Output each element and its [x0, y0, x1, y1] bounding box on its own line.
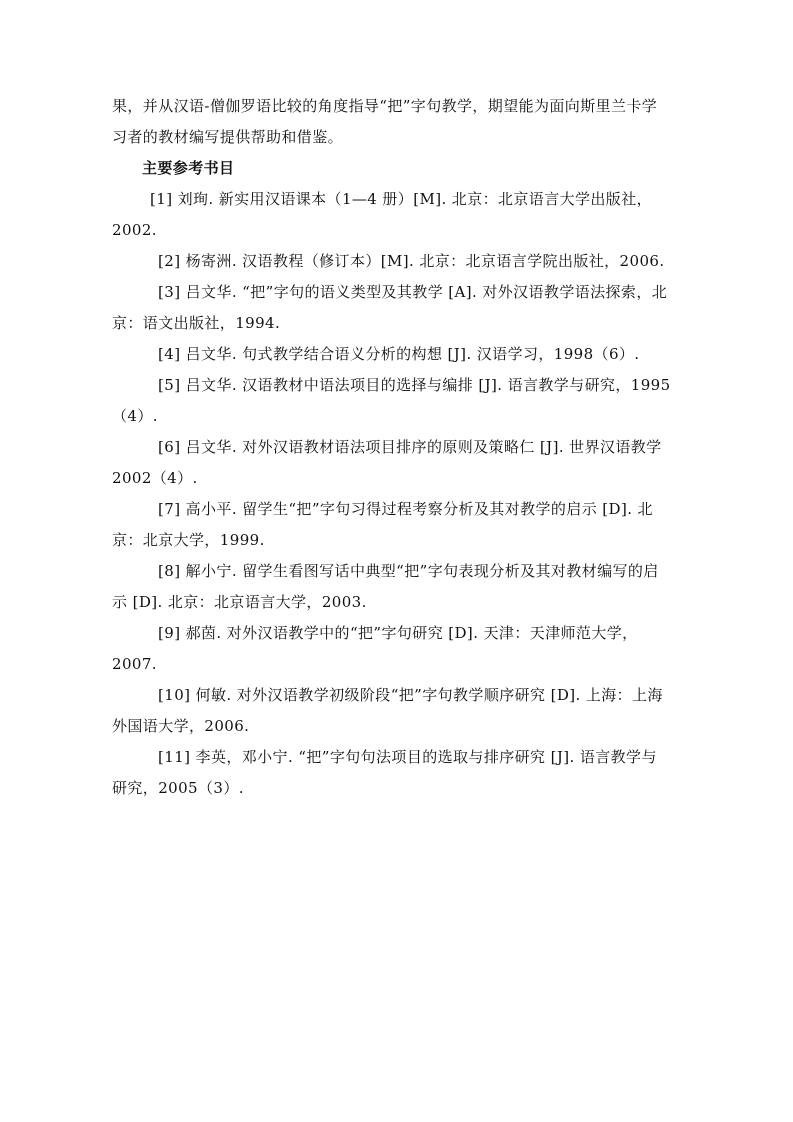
reference-item: [5] 吕文华. 汉语教材中语法项目的选择与编排 [J]. 语言教学与研究，1995（4）.: [112, 376, 671, 425]
reference-item: [9] 郝茵. 对外汉语教学中的“把”字句研究 [D]. 天津：天津师范大学，2007.: [112, 624, 638, 673]
reference-item: [8] 解小宁. 留学生看图写话中典型“把”字句表现分析及其对教材编写的启示 [D]. 北京：北京语言大学，2003.: [112, 562, 659, 611]
document-body: [112, 91, 672, 804]
reference-item: [10] 何敏. 对外汉语教学初级阶段“把”字句教学顺序研究 [D]. 上海：上海外国语大学，2006.: [112, 686, 663, 735]
reference-item: [11] 李英，邓小宁. “把”字句句法项目的选取与排序研究 [J]. 语言教学与研究，2005（3）.: [112, 748, 657, 797]
references-heading: 主要参考书目: [142, 159, 235, 177]
intro-paragraph: 果，并从汉语-僧伽罗语比较的角度指导“把”字句教学，期望能为面向斯里兰卡学习者的教材编写提供帮助和借鉴。: [112, 97, 658, 146]
reference-item: [2] 杨寄洲. 汉语教程（修订本）[M]. 北京：北京语言学院出版社，2006.: [158, 252, 665, 270]
reference-item: [7] 高小平. 留学生“把”字句习得过程考察分析及其对教学的启示 [D]. 北京：北京大学，1999.: [112, 500, 653, 549]
reference-item: [1] 刘珣. 新实用汉语课本（1—4 册）[M]. 北京：北京语言大学出版社，2002.: [112, 190, 653, 239]
reference-item: [6] 吕文华. 对外汉语教材语法项目排序的原则及策略仁 [J]. 世界汉语教学 2002（4）.: [112, 438, 662, 487]
reference-list: [112, 184, 672, 804]
reference-item: [4] 吕文华. 句式教学结合语义分析的构想 [J]. 汉语学习，1998（6）.: [158, 345, 640, 363]
reference-item: [3] 吕文华. “把”字句的语义类型及其教学 [A]. 对外汉语教学语法探索，北京：语文出版社，1994.: [112, 283, 668, 332]
